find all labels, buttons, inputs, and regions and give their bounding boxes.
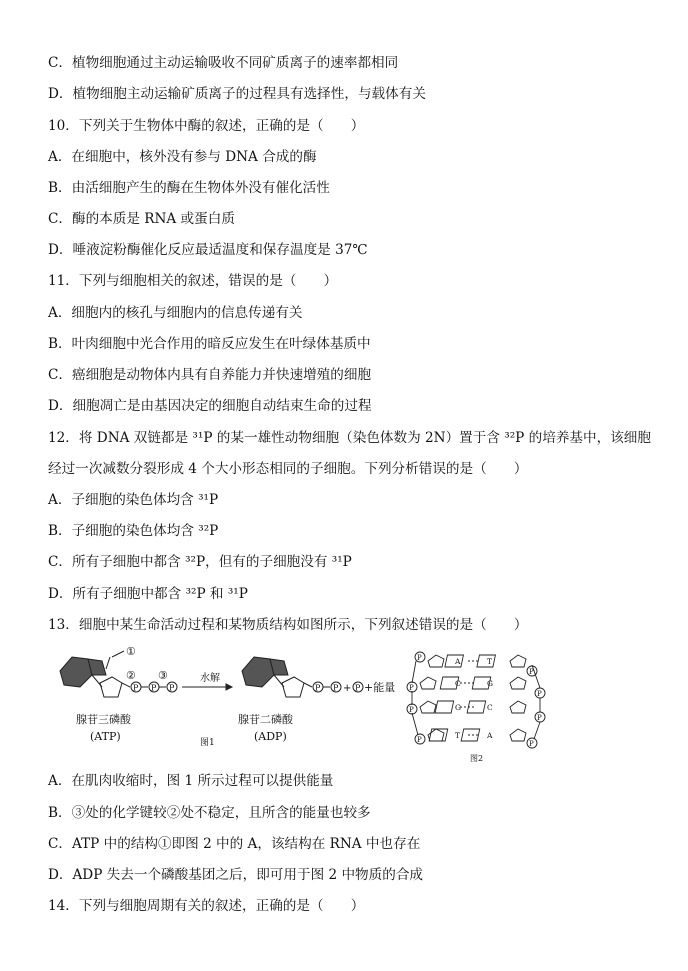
fig2-p-5: P [409,706,414,714]
option-b-q11: B．叶肉细胞中光合作用的暗反应发生在叶绿体基质中 [48,336,371,352]
adp-ribose-icon [282,677,304,697]
base-3-right: C [487,703,493,712]
base-3-left: G [455,703,461,712]
option-c-q12: C．所有子细胞中都含 ³²P，但有的子细胞没有 ³¹P [48,554,352,570]
question-11-stem: 11．下列与细胞相关的叙述，错误的是（ ） [48,273,338,289]
adp-name: 腺苷二磷酸 [238,713,293,726]
atp-ribose-icon [100,677,122,697]
option-a-q12: A．子细胞的染色体均含 ³¹P [48,492,219,508]
question-14-stem: 14．下列与细胞周期有关的叙述，正确的是（ ） [48,898,365,914]
option-a-q10: A．在细胞中，核外没有参与 DNA 合成的酶 [48,149,317,165]
adp-abbr: (ADP) [254,730,287,743]
fig1-caption: 图1 [200,738,215,748]
base-pair-row-1 [415,652,537,676]
hydrolysis-label: 水解 [200,673,220,684]
adp-adenine-icon [242,657,288,687]
option-d-q12: D．所有子细胞中都含 ³²P 和 ³¹P [48,586,248,602]
figure-svg [40,643,640,773]
option-d-q9: D．植物细胞主动运输矿质离子的过程具有选择性，与载体有关 [48,86,426,102]
label-circle-1: ① [126,645,136,658]
base-pair-row-3 [407,701,545,722]
atp-p1: P [133,683,139,693]
atp-name: 腺苷三磷酸 [76,713,131,726]
question-10-stem: 10．下列关于生物体中酶的叙述，正确的是（ ） [48,118,365,134]
option-a-q13: A．在肌肉收缩时，图 1 所示过程可以提供能量 [48,773,334,789]
option-a-q11: A．细胞内的核孔与细胞内的信息传递有关 [48,305,303,321]
option-b-q12: B．子细胞的染色体均含 ³²P [48,523,219,539]
fig2-p-1: P [417,654,422,662]
fig2-p-4: P [537,690,542,698]
fig1-labels [76,645,395,748]
option-b-q10: B．由活细胞产生的酶在生物体外没有催化活性 [48,180,330,196]
option-d-q13: D．ADP 失去一个磷酸基团之后，即可用于图 2 中物质的合成 [48,867,424,883]
question-12-stem-line2: 经过一次减数分裂形成 4 个大小形态相同的子细胞。下列分析错误的是（ ） [48,461,528,477]
base-4-right: A [487,731,493,740]
atp-p2: P [151,683,157,693]
option-b-q13: B．③处的化学键较②处不稳定，且所含的能量也较多 [48,805,371,821]
base-1-right: T [487,657,493,666]
fig2-p-7: P [417,736,422,744]
energy-label: +能量 [364,681,396,694]
base-2-right: G [487,679,493,688]
option-c-q9: C．植物细胞通过主动运输吸收不同矿质离子的速率都相同 [48,55,399,71]
fig2-labels [409,654,542,763]
label-circle-2: ② [126,669,136,682]
question-13-figure [40,643,640,773]
plus-sign: + [343,683,352,694]
base-1-left: A [455,657,461,666]
question-12-stem-line1: 12．将 DNA 双链都是 ³¹P 的某一雄性动物细胞（染色体数为 2N）置于含 ³²P 的培养基中，该细胞 [48,430,651,446]
label-circle-3: ③ [158,669,168,682]
option-d-q11: D．细胞凋亡是由基因决定的细胞自动结束生命的过程 [48,398,372,414]
atp-adenine-icon [60,657,106,687]
dna-structure [407,652,545,748]
question-13-stem: 13．细胞中某生命活动过程和某物质结构如图所示，下列叙述错误的是（ ） [48,617,528,633]
base-pair-row-4 [415,729,537,748]
option-c-q10: C．酶的本质是 RNA 或蛋白质 [48,211,235,227]
base-4-left: T [455,731,461,740]
adp-p1: P [315,683,321,693]
fig2-p-2: P [529,668,534,676]
option-c-q13: C．ATP 中的结构①即图 2 中的 A，该结构在 RNA 中也存在 [48,836,421,852]
atp-abbr: (ATP) [90,730,121,743]
atp-p3: P [169,683,175,693]
fig2-p-8: P [529,740,534,748]
free-p: P [355,683,361,693]
base-2-left: C [455,679,461,688]
base-pair-row-2 [407,677,545,698]
fig2-p-3: P [409,684,414,692]
fig2-p-6: P [537,714,542,722]
option-c-q11: C．癌细胞是动物体内具有自养能力并快速增殖的细胞 [48,367,372,383]
option-d-q10: D．唾液淀粉酶催化反应最适温度和保存温度是 37℃ [48,242,368,258]
fig2-caption: 图2 [470,754,484,763]
adp-p2: P [333,683,339,693]
